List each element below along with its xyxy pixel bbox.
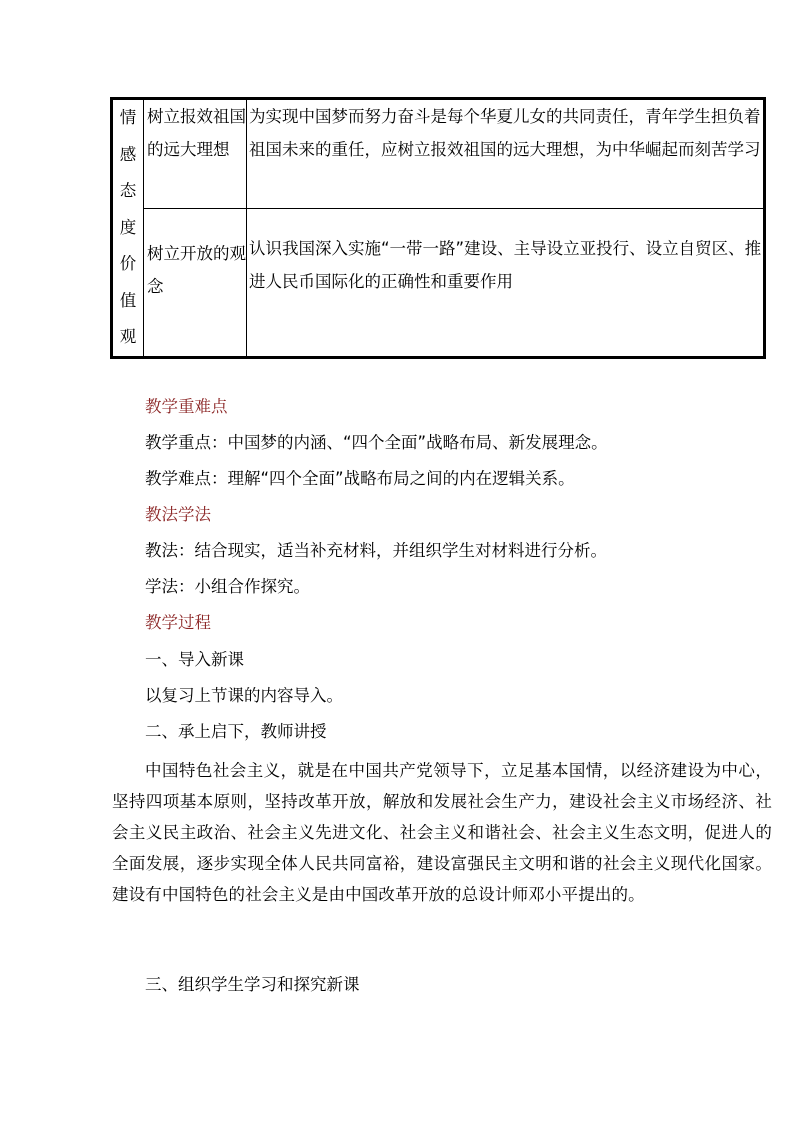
process-heading: 教学过程	[145, 613, 211, 632]
step3-title: 三、组织学生学习和探究新课	[145, 975, 360, 994]
step2-paragraph: 中国特色社会主义，就是在中国共产党领导下，立足基本国情，以经济建设为中心，坚持四项基本原则，坚持改革开放，解放和发展社会生产力，建设社会主义市场经济、社会主义民主政治、社会主义先进文化、社会主义和谐社会、社会主义生态文明，促进人的全面发展，逐步实现全体人民共同富裕，建设富强民主文明和谐的社会主义现代化国家。建设有中国特色的社会主义是由中国改革开放的总设计师邓小平提出的。	[112, 761, 772, 904]
key-difficult-heading: 教学重难点	[145, 397, 228, 416]
item-cell	[144, 209, 247, 357]
category-char: 感	[119, 144, 137, 164]
category-char: 情	[119, 108, 137, 127]
objectives-table	[110, 97, 766, 359]
item-cell	[144, 99, 247, 209]
category-cell	[112, 99, 144, 358]
step1-title: 一、导入新课	[145, 650, 244, 669]
step2-title: 二、承上启下，教师讲授	[145, 722, 327, 741]
table-row	[112, 99, 765, 209]
learning-method-text: 学法：小组合作探究。	[145, 577, 310, 596]
key-points-text: 教学重点：中国梦的内涵、“四个全面”战略布局、新发展理念。	[145, 433, 608, 452]
description-cell	[247, 209, 765, 357]
description-text: 为实现中国梦而努力奋斗是每个华夏儿女的共同责任，青年学生担负着祖国未来的重任，应树立报效祖国的远大理想，为中华崛起而刻苦学习	[249, 107, 761, 159]
step1-text: 以复习上节课的内容导入。	[145, 686, 343, 705]
table-row	[112, 209, 765, 357]
item-text: 树立报效祖国的远大理想	[147, 107, 246, 159]
category-char: 观	[119, 327, 137, 346]
methods-heading: 教法学法	[145, 505, 211, 524]
teaching-method-text: 教法：结合现实，适当补充材料，并组织学生对材料进行分析。	[145, 541, 607, 560]
difficult-points-text: 教学难点：理解“四个全面”战略布局之间的内在逻辑关系。	[145, 469, 575, 488]
category-char: 值	[119, 290, 137, 310]
category-char: 度	[119, 217, 137, 237]
item-text: 树立开放的观念	[147, 244, 246, 297]
category-char: 态	[119, 181, 137, 200]
description-text: 认识我国深入实施“一带一路”建设、主导设立亚投行、设立自贸区、推进人民币国际化的正确性和重要作用	[249, 239, 762, 292]
description-cell	[247, 99, 765, 209]
category-char: 价	[119, 254, 137, 273]
